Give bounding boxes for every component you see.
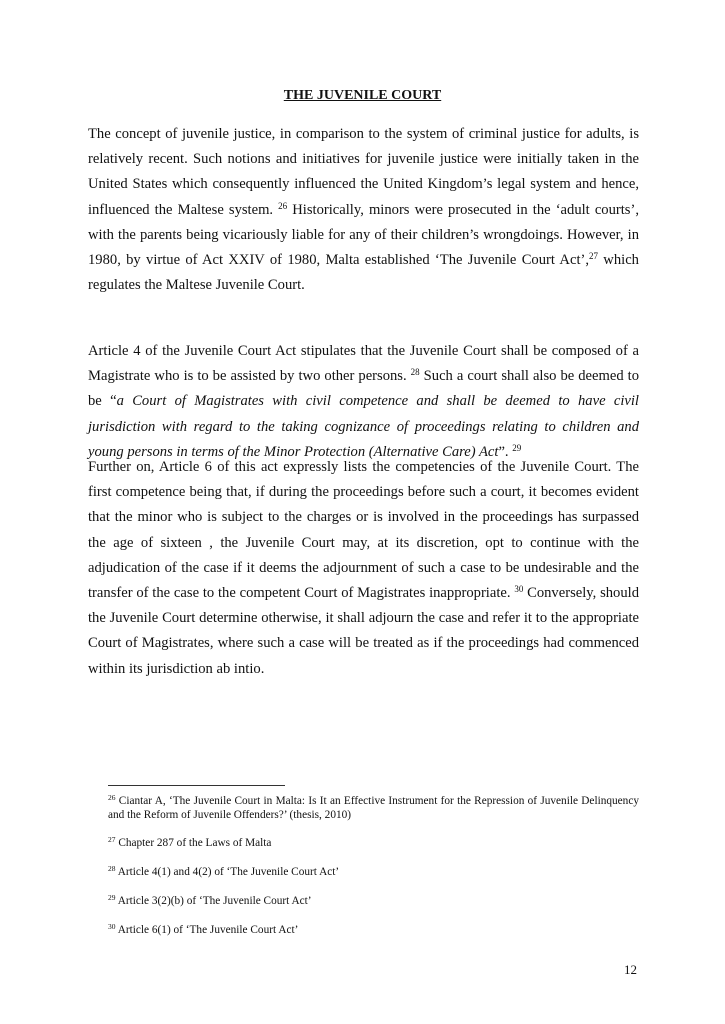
paragraph-2: Article 4 of the Juvenile Court Act stipulates that the Juvenile Court shall be composed of a Magistrate who is to be assisted by two other persons. $^{28}$ Such a court shall also be deemed to be “a Court of Magistrates with civil competence and shall be deemed to have civil jurisdiction with regard to the taking cognizance of proceedings relating to children and young persons in terms of the Minor Protection (Alternative Care) Act”. $^{29}$: [88, 343, 639, 460]
page-title: THE JUVENILE COURT: [283, 88, 442, 103]
page-number: 12: [624, 962, 637, 977]
paragraph-3: Further on, Article 6 of this act expressly lists the competencies of the Juvenile Court. The first competence being that, if during the proceedings before such a court, it becomes evident that the minor who is subject to the charges or is involved in the proceedings has surpassed the age of sixteen , the Juvenile Court may, at its discretion, opt to continue with the adjudication of the case if it deems the adjournment of such a case to be undesirable and the transfer of the case to the competent Court of Magistrates inappropriate. $^{30}$ Conversely, should the Juvenile Court determine otherwise, it shall adjourn the case and refer it to the appropriate Court of Magistrates, where such a case will be treated as if the proceedings had commenced within its jurisdiction ab intio.: [88, 459, 639, 677]
footnote-number: 27: [108, 835, 116, 844]
footnote-ref[interactable]: 27: [589, 251, 599, 262]
paragraph-1: The concept of juvenile justice, in comparison to the system of criminal justice for adults, is relatively recent. Such notions and initiatives for juvenile justice were initially taken in the United States which consequently influenced the United Kingdom’s legal system and hence, influenced the Maltese system. $^{26}$ Historically, minors were prosecuted in the ‘adult courts’, with the parents being vicariously liable for any of their children’s wrongdoings. However, in 1980, by virtue of Act XXIV of 1980, Malta established ‘The Juvenile Court Act’,$^{27}$ which regulates the Maltese Juvenile Court.: [88, 126, 639, 294]
footnote-ref[interactable]: 29: [512, 442, 522, 453]
footnote-27: $^{27}$ Chapter 287 of the Laws of Malta: [108, 835, 272, 849]
footnote-ref[interactable]: 30: [514, 584, 524, 595]
footnote-separator: [108, 785, 285, 786]
footnote-ref[interactable]: 26: [278, 200, 288, 211]
footnote-ref[interactable]: 28: [410, 367, 420, 378]
footnote-28: $^{28}$ Article 4(1) and 4(2) of ‘The Juvenile Court Act’: [108, 864, 340, 878]
footnote-number: 30: [108, 922, 116, 931]
quoted-text: a Court of Magistrates with civil competence and shall be deemed to have civil jurisdiction with regard to the taking cognizance of proceedings relating to children and young persons in terms of the Minor Protection (Alternative Care) Act: [88, 393, 639, 460]
footnote-number: 29: [108, 893, 116, 902]
footnote-29: $^{29}$ Article 3(2)(b) of ‘The Juvenile Court Act’: [108, 893, 312, 907]
footnote-number: 28: [108, 864, 116, 873]
footnote-number: 26: [108, 793, 116, 802]
footnote-26: $^{26}$ Ciantar A, ‘The Juvenile Court in Malta: Is It an Effective Instrument for the Repression of Juvenile Delinquency and the Reform of Juvenile Offenders?’ (thesis, 2010): [108, 793, 639, 821]
footnote-30: $^{30}$ Article 6(1) of ‘The Juvenile Court Act’: [108, 922, 299, 936]
